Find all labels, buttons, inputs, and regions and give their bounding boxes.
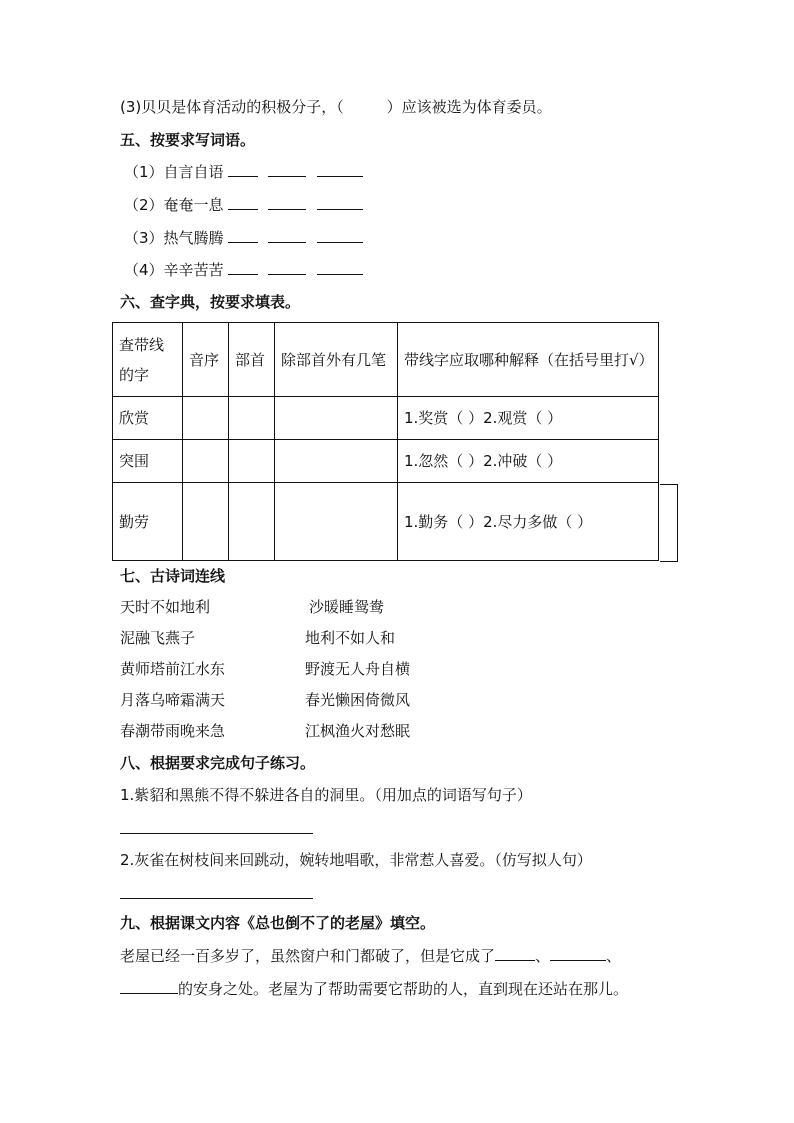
sentence-exercise-1: 1.紫貂和黑熊不得不躲进各自的洞里。（用加点的词语写句子）: [120, 786, 532, 804]
header-strokes: 除部首外有几笔: [275, 323, 398, 397]
vocab-word: （2）奄奄一息: [124, 196, 224, 214]
section-7-title: 七、古诗词连线: [120, 567, 226, 585]
row-word: 突围: [113, 440, 183, 483]
table-row: [113, 483, 659, 561]
poem-right-4[interactable]: 春光懒困倚微风: [305, 691, 411, 709]
question-3-sentence: (3)贝贝是体育活动的积极分子，（ ）应该被选为体育委员。: [120, 98, 552, 116]
fill-blank[interactable]: [495, 946, 535, 961]
radical-cell[interactable]: [229, 483, 275, 561]
fill-in-line-2: [120, 978, 628, 1000]
blank[interactable]: [268, 162, 306, 177]
fill-blank[interactable]: [120, 979, 178, 994]
poem-left-1[interactable]: 天时不如地利: [120, 598, 211, 616]
poem-left-2[interactable]: 泥融飞燕子: [120, 629, 196, 647]
strokes-cell[interactable]: [275, 483, 398, 561]
poem-left-4[interactable]: 月落乌啼霜满天: [120, 691, 226, 709]
pinyin-order-cell[interactable]: [183, 397, 229, 440]
poem-left-5[interactable]: 春潮带雨晚来急: [120, 722, 226, 740]
dictionary-table: [112, 322, 659, 561]
row-word: 勤劳: [113, 483, 183, 561]
blank[interactable]: [228, 228, 258, 243]
blank[interactable]: [228, 195, 258, 210]
blank[interactable]: [317, 162, 363, 177]
sentence-exercise-2: 2.灰雀在树枝间来回跳动，婉转地唱歌，非常惹人喜爱。（仿写拟人句）: [120, 851, 592, 869]
strokes-cell[interactable]: [275, 440, 398, 483]
separator: 、: [606, 947, 622, 965]
fill-text: 的安身之处。老屋为了帮助需要它帮助的人，直到现在还站在那儿。: [178, 980, 629, 998]
section-8-title: 八、根据要求完成句子练习。: [120, 754, 316, 772]
blank[interactable]: [268, 195, 306, 210]
separator: 、: [535, 947, 551, 965]
answer-line-1[interactable]: [120, 833, 313, 834]
blank[interactable]: [268, 260, 306, 275]
pinyin-order-cell[interactable]: [183, 440, 229, 483]
blank[interactable]: [228, 162, 258, 177]
answer-line-2[interactable]: [120, 898, 313, 899]
blank[interactable]: [268, 228, 306, 243]
row-word: 欣赏: [113, 397, 183, 440]
strokes-cell[interactable]: [275, 397, 398, 440]
table-header-row: [113, 323, 659, 397]
vocab-item-4: [124, 260, 363, 280]
vocab-item-1: [124, 162, 363, 182]
section-6-title: 六、查字典，按要求填表。: [120, 293, 301, 311]
header-meaning: 带线字应取哪种解释（在括号里打√）: [398, 323, 659, 397]
meaning-cell[interactable]: 1.奖赏（ ）2.观赏（ ）: [398, 397, 659, 440]
vocab-word: （3）热气腾腾: [124, 229, 224, 247]
table-row: [113, 397, 659, 440]
section-9-title: 九、根据课文内容《总也倒不了的老屋》填空。: [120, 914, 436, 932]
fill-blank[interactable]: [550, 946, 606, 961]
fill-text: 老屋已经一百多岁了，虽然窗户和门都破了，但是它成了: [120, 947, 496, 965]
blank[interactable]: [317, 195, 363, 210]
pinyin-order-cell[interactable]: [183, 483, 229, 561]
header-word: 查带线的字: [113, 323, 183, 397]
meaning-cell[interactable]: 1.忽然（ ）2.冲破（ ）: [398, 440, 659, 483]
section-5-title: 五、按要求写词语。: [120, 131, 256, 149]
blank[interactable]: [317, 260, 363, 275]
vocab-word: （4）辛辛苦苦: [124, 261, 224, 279]
radical-cell[interactable]: [229, 440, 275, 483]
blank[interactable]: [228, 260, 258, 275]
poem-right-2[interactable]: 地利不如人和: [305, 629, 396, 647]
vocab-word: （1）自言自语: [124, 163, 224, 181]
poem-left-3[interactable]: 黄师塔前江水东: [120, 660, 226, 678]
radical-cell[interactable]: [229, 397, 275, 440]
header-pinyin-order: 音序: [183, 323, 229, 397]
table-row: [113, 440, 659, 483]
poem-right-3[interactable]: 野渡无人舟自横: [305, 660, 411, 678]
poem-right-1[interactable]: 沙暖睡鸳鸯: [309, 598, 385, 616]
blank[interactable]: [317, 228, 363, 243]
vocab-item-2: [124, 195, 363, 215]
poem-right-5[interactable]: 江枫渔火对愁眠: [305, 722, 411, 740]
table-extra-cell: [660, 484, 678, 562]
meaning-cell[interactable]: 1.勤务（ ）2.尽力多做（ ）: [398, 483, 659, 561]
header-radical: 部首: [229, 323, 275, 397]
fill-in-line-1: [120, 945, 621, 967]
vocab-item-3: [124, 228, 363, 248]
